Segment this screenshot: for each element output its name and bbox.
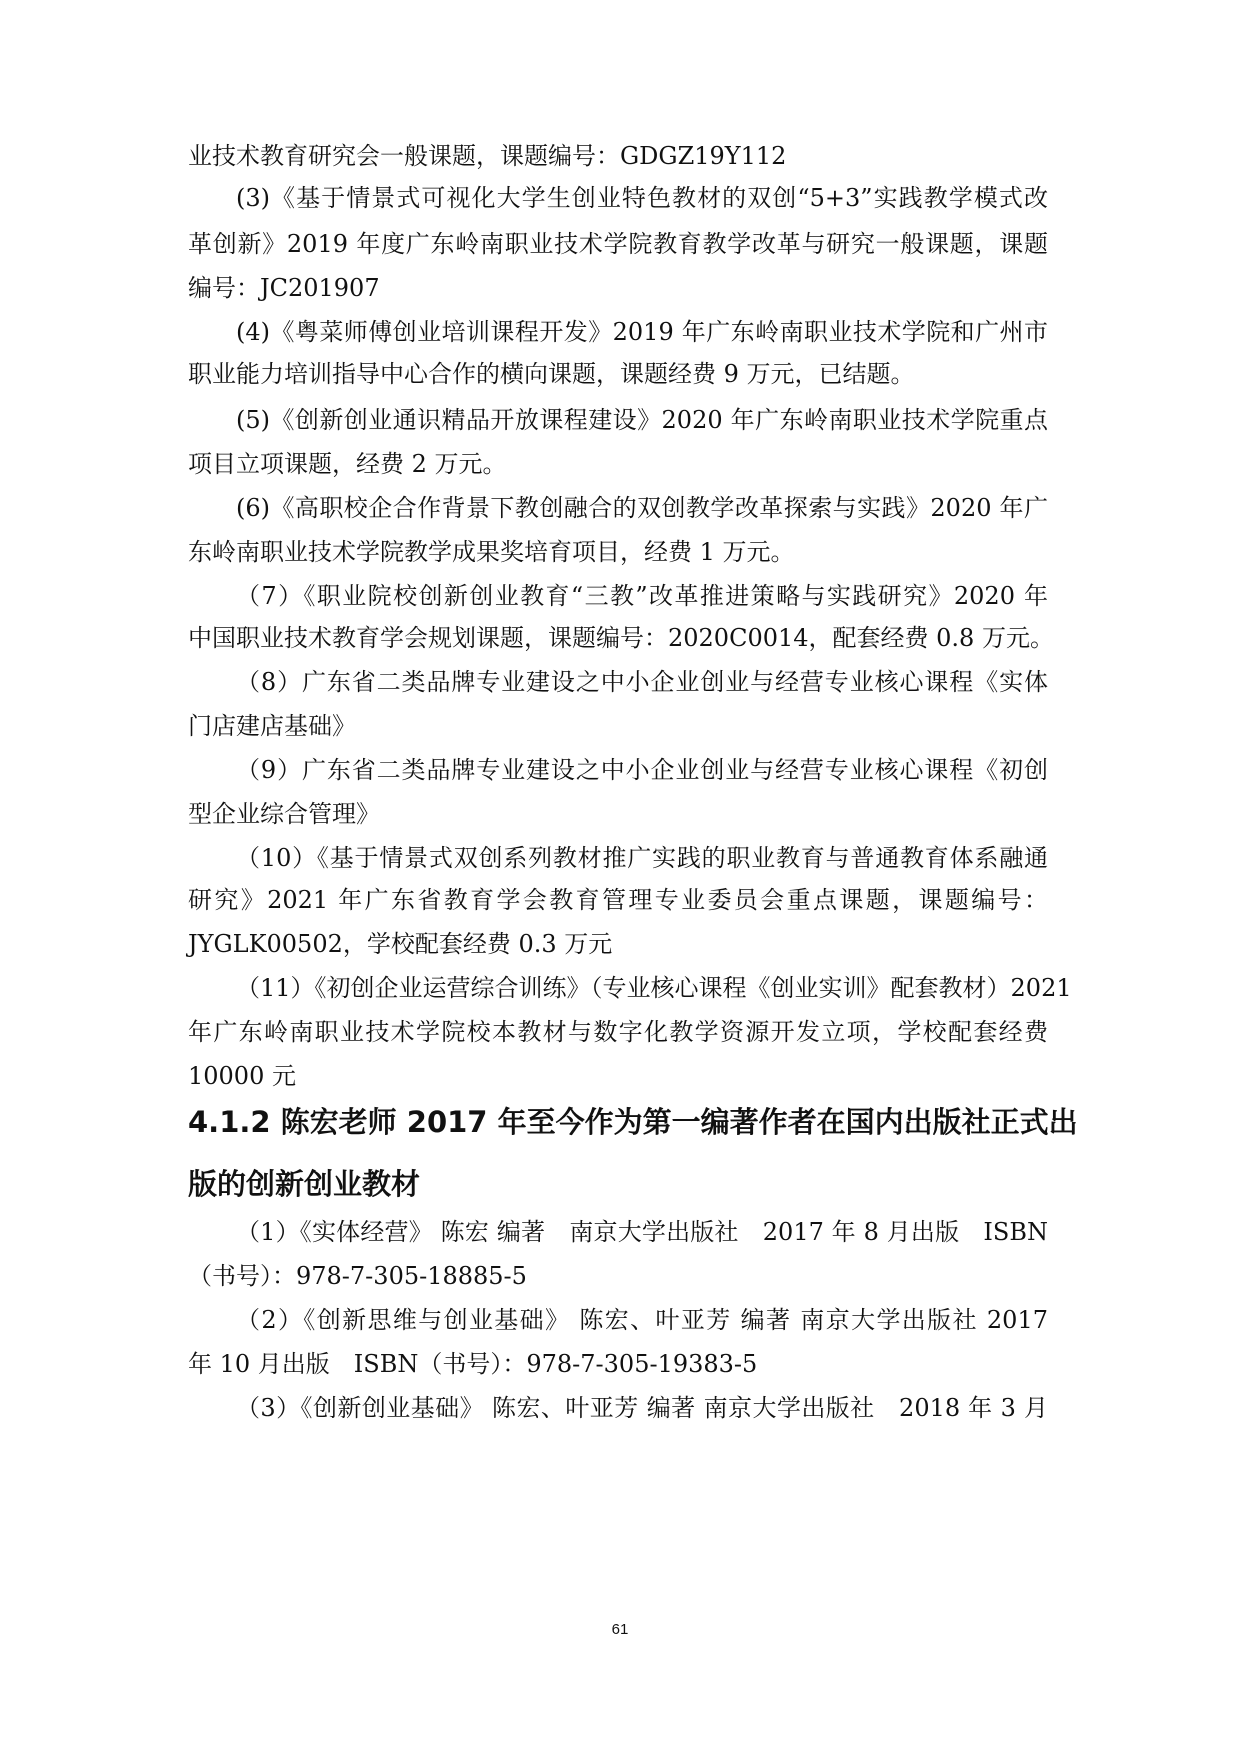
body-text-line: （10）《基于情景式双创系列教材推广实践的职业教育与普通教育体系融通 (236, 844, 1048, 872)
body-text-line: 东岭南职业技术学院教学成果奖培育项目，经费 1 万元。 (188, 538, 795, 566)
body-text-line: 型企业综合管理》 (188, 800, 380, 828)
book-entry-line: （书号）：978-7-305-18885-5 (188, 1262, 527, 1290)
body-text-line: (6)《高职校企合作背景下教创融合的双创教学改革探索与实践》2020 年广 (236, 494, 1048, 522)
section-heading: 4.1.2 陈宏老师 2017 年至今作为第一编著作者在国内出版社正式出 (188, 1105, 1078, 1139)
body-text-line: 项目立项课题，经费 2 万元。 (188, 450, 507, 478)
body-text-line: （9）广东省二类品牌专业建设之中小企业创业与经营专业核心课程《初创 (236, 756, 1048, 784)
body-text-line: 中国职业技术教育学会规划课题，课题编号：2020C0014，配套经费 0.8 万元。 (188, 624, 1054, 652)
body-text-line: (4)《粤菜师傅创业培训课程开发》2019 年广东岭南职业技术学院和广州市 (236, 318, 1048, 346)
body-text-line: （8）广东省二类品牌专业建设之中小企业创业与经营专业核心课程《实体 (236, 668, 1048, 696)
body-text-line: 革创新》2019 年度广东岭南职业技术学院教育教学改革与研究一般课题，课题 (188, 230, 1048, 258)
book-entry-line: （2）《创新思维与创业基础》 陈宏、叶亚芳 编著 南京大学出版社 2017 (236, 1306, 1048, 1334)
body-text-line: 职业能力培训指导中心合作的横向课题，课题经费 9 万元，已结题。 (188, 360, 915, 388)
book-entry-line: （1）《实体经营》 陈宏 编著 南京大学出版社 2017 年 8 月出版 ISBN (236, 1218, 1048, 1246)
body-text-line: 年广东岭南职业技术学院校本教材与数字化教学资源开发立项，学校配套经费 (188, 1018, 1048, 1046)
body-text-line: (5)《创新创业通识精品开放课程建设》2020 年广东岭南职业技术学院重点 (236, 406, 1048, 434)
book-entry-line: （3）《创新创业基础》 陈宏、叶亚芳 编著 南京大学出版社 2018 年 3 月 (236, 1394, 1048, 1422)
body-text-line: （11）《初创企业运营综合训练》（专业核心课程《创业实训》配套教材）2021 (236, 974, 1072, 1002)
body-text-line: （7）《职业院校创新创业教育“三教”改革推进策略与实践研究》2020 年 (236, 582, 1048, 610)
body-text-line: 业技术教育研究会一般课题，课题编号：GDGZ19Y112 (188, 142, 787, 170)
body-text-line: 门店建店基础》 (188, 712, 356, 740)
section-heading: 版的创新创业教材 (188, 1167, 421, 1201)
body-text-line: 研究》2021 年广东省教育学会教育管理专业委员会重点课题，课题编号： (188, 886, 1048, 914)
book-entry-line: 年 10 月出版 ISBN（书号）：978-7-305-19383-5 (188, 1350, 758, 1378)
body-text-line: (3)《基于情景式可视化大学生创业特色教材的双创“5+3”实践教学模式改 (236, 184, 1048, 212)
body-text-line: 编号：JC201907 (188, 274, 380, 302)
page-number: 61 (611, 1621, 629, 1638)
body-text-line: 10000 元 (188, 1062, 296, 1090)
body-text-line: JYGLK00502，学校配套经费 0.3 万元 (188, 930, 613, 958)
